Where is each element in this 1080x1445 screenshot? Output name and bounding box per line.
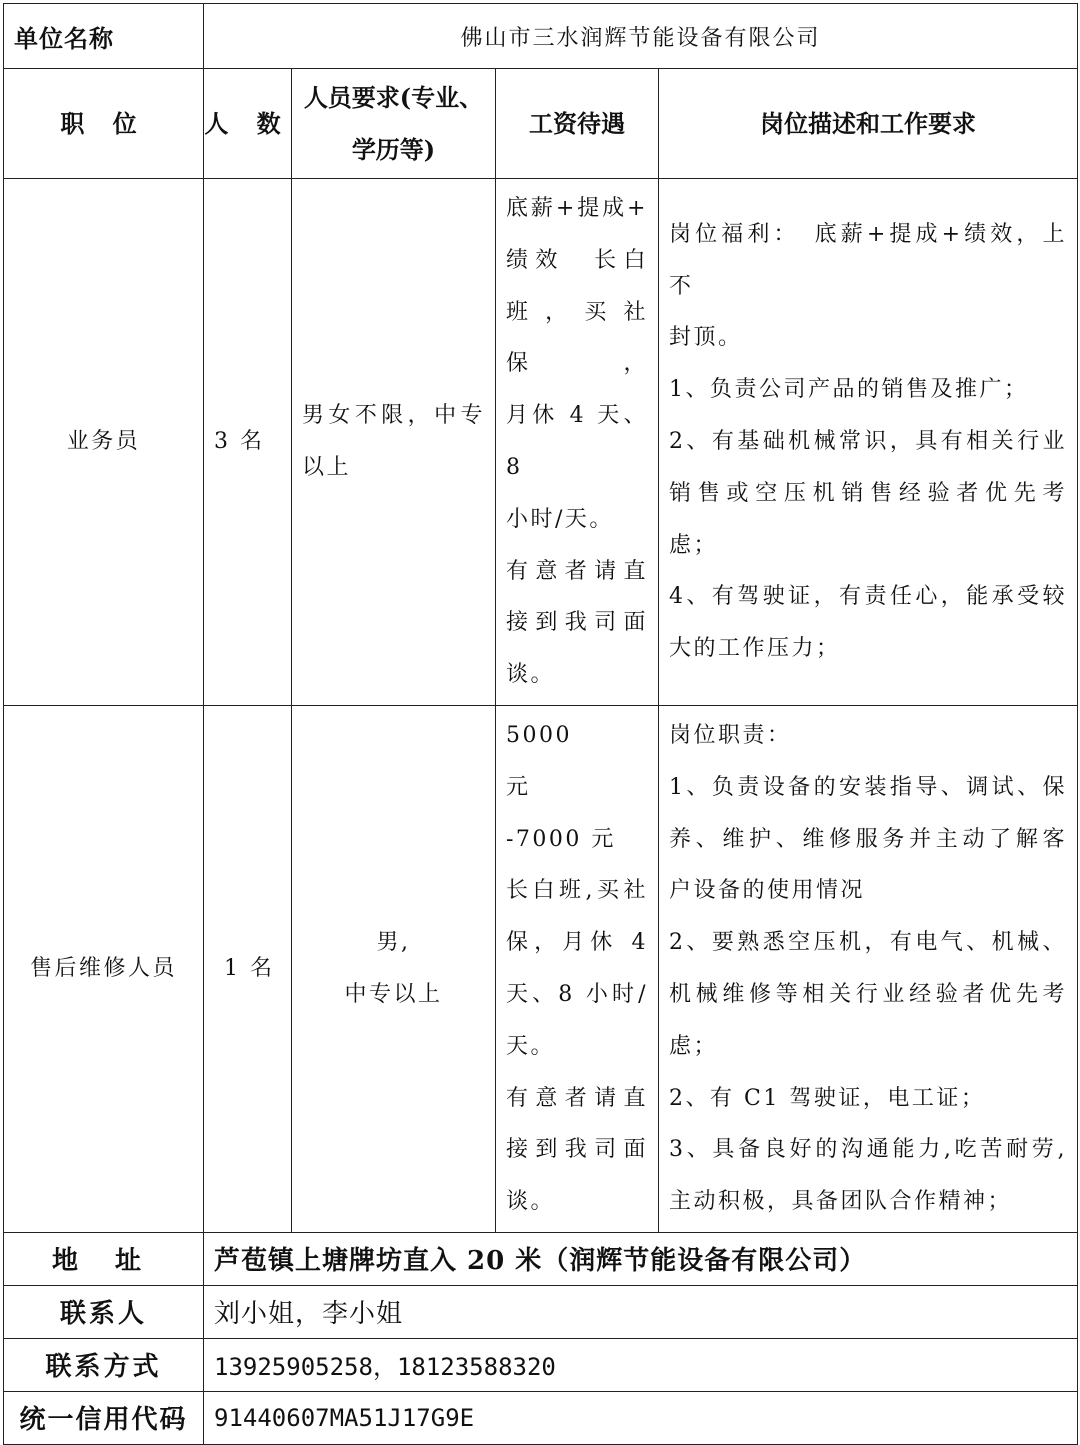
phone-number-text: 13925905258，18123588320 xyxy=(214,1353,556,1382)
requirement-line: 中专以上 xyxy=(344,981,443,1007)
credit-code-value xyxy=(204,1391,1078,1444)
description-line: 户设备的使用情况 xyxy=(669,878,866,904)
salary-line: 班，买社保， xyxy=(506,299,648,377)
job-posting-table xyxy=(3,3,1078,1445)
job-count: 3 名 xyxy=(204,179,292,706)
description-line: 大的工作压力； xyxy=(669,636,841,662)
job-description xyxy=(659,705,1078,1232)
phone-row xyxy=(4,1338,1078,1391)
description-line: 1、负责设备的安装指导、调试、保 xyxy=(669,774,1068,800)
salary-line: 有意者请直 xyxy=(506,1085,648,1111)
description-line: 主动积极，具备团队合作精神； xyxy=(669,1189,1013,1215)
job-salary xyxy=(496,179,659,706)
salary-line: 长白班,买社 xyxy=(506,878,648,904)
contact-label: 联系人 xyxy=(4,1285,204,1338)
address-label: 地 址 xyxy=(4,1232,204,1285)
description-line: 1、负责公司产品的销售及推广； xyxy=(669,377,1029,403)
header-count: 人 数 xyxy=(204,69,292,179)
salary-line: 绩效 长白 xyxy=(506,247,648,273)
salary-line: 天。 xyxy=(506,1033,556,1059)
address-value: 芦苞镇上塘牌坊直入 20 米（润辉节能设备有限公司） xyxy=(204,1232,1078,1285)
contact-value: 刘小姐，李小姐 xyxy=(204,1285,1078,1338)
company-row xyxy=(4,4,1078,69)
description-line: 2、有 C1 驾驶证，电工证； xyxy=(669,1085,986,1111)
description-line: 虑； xyxy=(669,532,719,558)
description-line: 3、具备良好的沟通能力,吃苦耐劳, xyxy=(669,1137,1068,1163)
salary-line: 月休 4 天、8 xyxy=(506,403,648,480)
credit-code-label: 统一信用代码 xyxy=(4,1391,204,1444)
description-line: 封顶。 xyxy=(669,325,743,351)
salary-line: 谈。 xyxy=(506,1189,556,1215)
job-row-after-sales xyxy=(4,705,1078,1232)
header-requirements-line1: 人员要求(专业、 xyxy=(303,82,484,112)
header-salary: 工资待遇 xyxy=(496,69,659,179)
job-salary xyxy=(496,705,659,1232)
salary-line: 小时/天。 xyxy=(506,506,614,532)
job-count: 1 名 xyxy=(204,705,292,1232)
salary-line: 谈。 xyxy=(506,662,556,688)
job-row-salesperson xyxy=(4,179,1078,706)
description-line: 养、维护、维修服务并主动了解客 xyxy=(669,826,1068,852)
description-line: 岗位福利： 底薪+提成+绩效，上不 xyxy=(669,221,1068,299)
job-description xyxy=(659,179,1078,706)
job-position: 业务员 xyxy=(4,179,204,706)
company-name: 佛山市三水润辉节能设备有限公司 xyxy=(204,4,1078,69)
salary-line: 接到我司面 xyxy=(506,610,648,636)
job-position: 售后维修人员 xyxy=(4,705,204,1232)
credit-code-text: 91440607MA51J17G9E xyxy=(214,1403,475,1432)
requirement-line: 以上 xyxy=(302,454,352,480)
salary-line: 接到我司面 xyxy=(506,1137,648,1163)
phone-value xyxy=(204,1338,1078,1391)
description-line: 岗位职责： xyxy=(669,722,792,748)
header-requirements xyxy=(292,69,496,179)
header-requirements-line2: 学历等) xyxy=(351,134,436,164)
description-line: 2、要熟悉空压机，有电气、机械、 xyxy=(669,930,1068,956)
salary-line: 5000 元 xyxy=(506,722,646,800)
job-requirements xyxy=(292,179,496,706)
requirement-line: 男女不限，中专 xyxy=(302,403,485,429)
header-position: 职 位 xyxy=(4,69,204,179)
description-line: 2、有基础机械常识，具有相关行业 xyxy=(669,429,1068,455)
salary-line: 有意者请直 xyxy=(506,558,648,584)
description-line: 虑； xyxy=(669,1033,719,1059)
requirement-line: 男, xyxy=(376,930,411,956)
job-requirements xyxy=(292,705,496,1232)
description-line: 4、有驾驶证，有责任心，能承受较 xyxy=(669,584,1068,610)
company-label: 单位名称 xyxy=(4,4,204,69)
address-row xyxy=(4,1232,1078,1285)
salary-line: 保，月休 4 xyxy=(506,930,648,956)
description-line: 销售或空压机销售经验者优先考 xyxy=(669,480,1068,506)
contact-row xyxy=(4,1285,1078,1338)
header-row xyxy=(4,69,1078,179)
phone-label: 联系方式 xyxy=(4,1338,204,1391)
salary-line: -7000 元 xyxy=(506,826,616,852)
salary-line: 底薪+提成+ xyxy=(506,196,648,221)
credit-code-row xyxy=(4,1391,1078,1444)
salary-line: 天、8 小时/ xyxy=(506,981,648,1007)
description-line: 机械维修等相关行业经验者优先考 xyxy=(669,981,1068,1007)
header-description: 岗位描述和工作要求 xyxy=(659,69,1078,179)
